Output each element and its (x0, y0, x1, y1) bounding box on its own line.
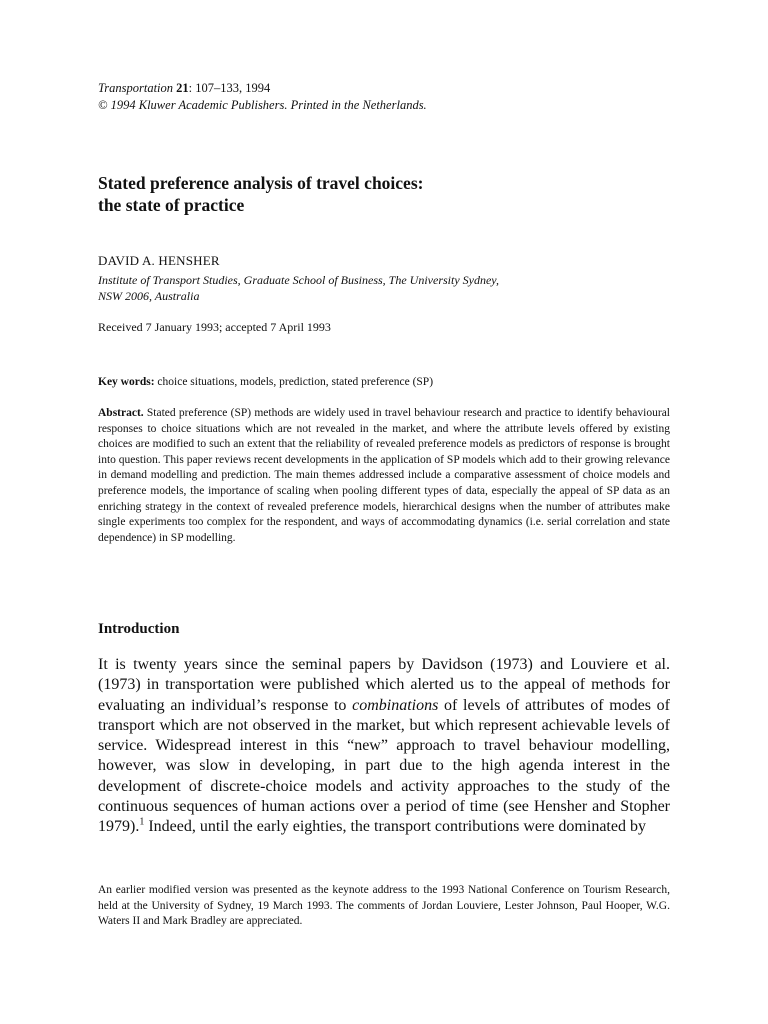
intro-italic-word: combinations (352, 696, 439, 714)
journal-pages: : 107–133, 1994 (188, 81, 271, 95)
footnote-marker: 1 (139, 817, 145, 829)
abstract-text: Stated preference (SP) methods are widely used in travel behaviour research and practice to identify behavioural responses to choice situations which are not revealed in the market, and where the attribute levels offered by existing choices are modified to such an extent that the reliability of revealed preference models as predictors of response is brought into question. This paper reviews recent developments in the application of SP models which add to their growing relevance in demand modelling and prediction. The main themes addressed include a comparative assessment of choice models and preference models, the importance of scaling when pooling different types of data, especially the appeal of SP data as an enriching strategy in the context of revealed preference models, hierarchical designs when the number of attributes make single experiments too complex for the respondent, and ways of accommodating dynamics (i.e. serial correlation and state dependence) in SP modelling. (98, 407, 670, 544)
footnote: An earlier modified version was presented as the keynote address to the 1993 National Conference on Tourism Research, held at the University of Sydney, 19 March 1993. The comments of Jordan Louviere, Lester Johnson, Paul Hooper, W.G. Waters II and Mark Bradley are appreciated. (98, 884, 670, 928)
affiliation-line-2: NSW 2006, Australia (98, 289, 200, 303)
title-line-2: the state of practice (98, 195, 245, 215)
intro-text-3: Indeed, until the early eighties, the transport contributions were dominated by (144, 818, 646, 836)
section-heading-introduction: Introduction (98, 621, 180, 637)
affiliation-line-1: Institute of Transport Studies, Graduate School of Business, The University Sydney, (98, 273, 499, 287)
intro-text-2: of levels of attributes of modes of transport which are not observed in the market, but which represent achievable levels of service. Widespread interest in this “new” approach to travel behaviour modelling, however, was slow in developing, in part due to the high agenda interest in the development of discrete-choice models and activity approaches to the study of the continuous sequences of human actions over a period of time (see Hensher and Stopher 1979). (98, 696, 670, 836)
journal-volume-line (98, 80, 427, 97)
article-title (98, 172, 423, 216)
copyright-line: © 1994 Kluwer Academic Publishers. Printed in the Netherlands. (98, 98, 427, 112)
keywords-label: Key words: (98, 376, 155, 388)
journal-citation (98, 80, 427, 114)
author-affiliation (98, 272, 618, 304)
journal-name: Transportation (98, 81, 174, 95)
keywords-text: choice situations, models, prediction, stated preference (SP) (154, 376, 434, 388)
abstract-label: Abstract. (98, 407, 144, 419)
introduction-paragraph (98, 655, 670, 838)
received-dates: Received 7 January 1993; accepted 7 April 1993 (98, 320, 331, 334)
intro-text-1: It is twenty years since the seminal papers by Davidson (1973) and Louviere et al. (1973) in transportation were published which alerted us to the appeal of methods for evaluating an individual’s response to (98, 656, 670, 714)
author-name: DAVID A. HENSHER (98, 253, 220, 268)
title-line-1: Stated preference analysis of travel choices: (98, 173, 424, 193)
journal-volume: 21 (176, 81, 189, 95)
keywords (98, 376, 433, 388)
abstract (98, 406, 670, 546)
